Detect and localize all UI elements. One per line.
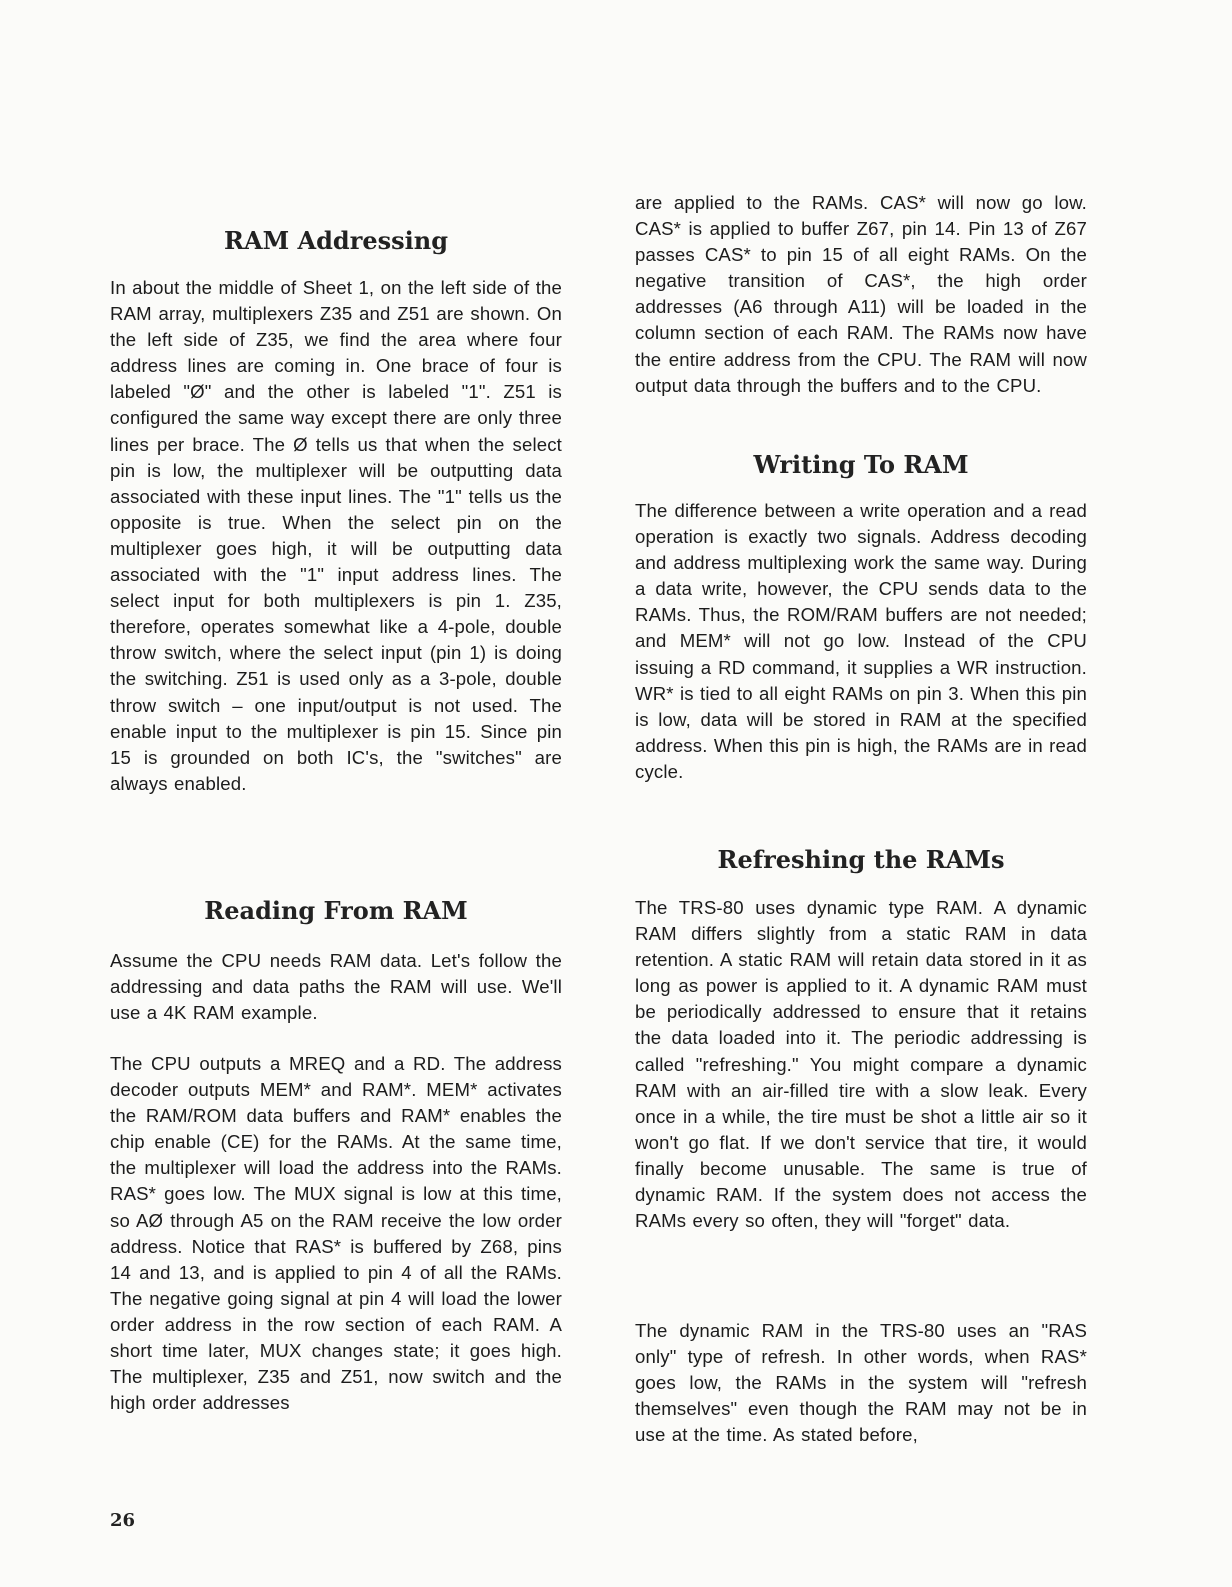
- refreshing-para2: The dynamic RAM in the TRS-80 uses an "RAS only" type of refresh. In other words, when RAS* goes low, the RAMs in the system will "refresh themselves" even though the RAM may not be in use at the time. As stated before,: [635, 1320, 1087, 1446]
- reading-from-ram-para2: The CPU outputs a MREQ and a RD. The address decoder outputs MEM* and RAM*. MEM* activates the RAM/ROM data buffers and RAM* enables the chip enable (CE) for the RAMs. At the same time, the multiplexer will load the address into the RAMs. RAS* goes low. The MUX signal is low at this time, so AØ through A5 on the RAM receive the low order address. Notice that RAS* is buffered by Z68, pins 14 and 13, and is applied to pin 4 of all the RAMs. The negative going signal at pin 4 will load the lower order address in the row section of each RAM. A short time later, MUX changes state; it goes high. The multiplexer, Z35 and Z51, now switch and the high order addresses: [110, 1053, 562, 1414]
- heading-refreshing-the-rams: Refreshing the RAMs: [717, 845, 1005, 874]
- heading-reading-from-ram: Reading From RAM: [204, 896, 468, 925]
- ram-addressing-body: In about the middle of Sheet 1, on the left side of the RAM array, multiplexers Z35 and Z51 are shown. On the left side of Z35, we find the area where four address lines are coming in. One brace of four is labeled "Ø" and the other is labeled "1". Z51 is configured the same way except there are only three lines per brace. The Ø tells us that when the select pin is low, the multiplexer will be outputting data associated with these input lines. The "1" tells us the opposite is true. When the select pin on the multiplexer goes high, it will be outputting data associated with the "1" input address lines. The select input for both multiplexers is pin 1. Z35, therefore, operates somewhat like a 4-pole, double throw switch, where the select input (pin 1) is doing the switching. Z51 is used only as a 3-pole, double throw switch – one input/output is not used. The enable input to the multiplexer is pin 15. Since pin 15 is grounded on both IC's, the "switches" are always enabled.: [110, 277, 562, 794]
- heading-ram-addressing: RAM Addressing: [224, 226, 448, 255]
- reading-from-ram-para1: Assume the CPU needs RAM data. Let's follow the addressing and data paths the RAM will use. We'll use a 4K RAM example.: [110, 950, 562, 1024]
- page-number: 26: [110, 1510, 136, 1531]
- heading-writing-to-ram: Writing To RAM: [753, 450, 969, 479]
- writing-to-ram-body: The difference between a write operation and a read operation is exactly two signals. Address decoding and address multiplexing work the same way. During a data write, however, the CPU sends data to the RAMs. Thus, the ROM/RAM buffers are not needed; and MEM* will not go low. Instead of the CPU issuing a RD command, it supplies a WR instruction. WR* is tied to all eight RAMs on pin 3. When this pin is low, data will be stored in RAM at the specified address. When this pin is high, the RAMs are in read cycle.: [635, 500, 1087, 782]
- refreshing-para1: The TRS-80 uses dynamic type RAM. A dynamic RAM differs slightly from a static RAM in data retention. A static RAM will retain data stored in it as long as power is applied to it. A dynamic RAM must be periodically addressed to ensure that it retains the data loaded into it. The periodic addressing is called "refreshing." You might compare a dynamic RAM with an air-filled tire with a slow leak. Every once in a while, the tire must be shot a little air so it won't go flat. If we don't service that tire, it would finally become unusable. The same is true of dynamic RAM. If the system does not access the RAMs every so often, they will "forget" data.: [635, 897, 1087, 1232]
- continuation-paragraph: are applied to the RAMs. CAS* will now go low. CAS* is applied to buffer Z67, pin 14. Pin 13 of Z67 passes CAS* to pin 15 of all eight RAMs. On the negative transition of CAS*, the high order addresses (A6 through A11) will be loaded in the column section of each RAM. The RAMs now have the entire address from the CPU. The RAM will now output data through the buffers and to the CPU.: [635, 192, 1087, 396]
